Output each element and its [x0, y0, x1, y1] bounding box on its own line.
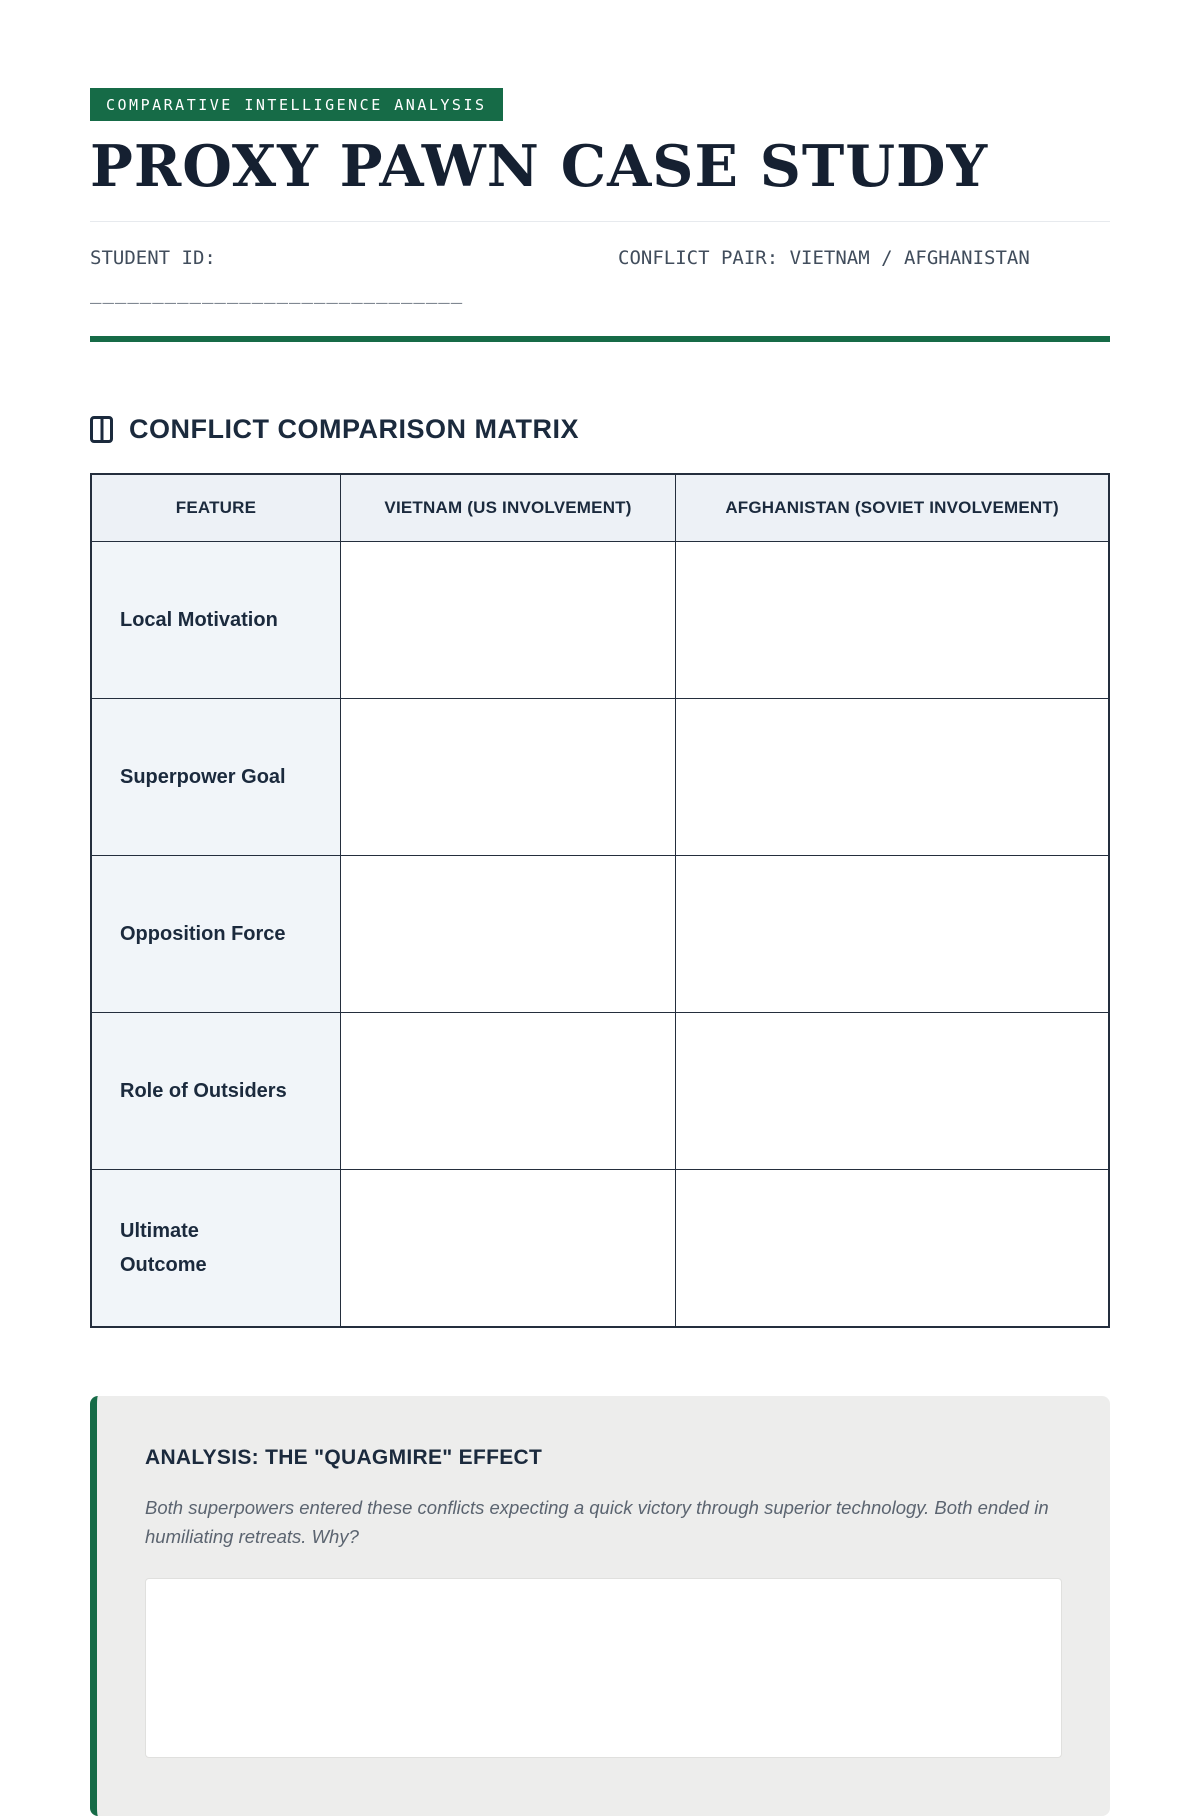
answer-cell-afghanistan: [676, 1012, 1108, 1169]
table-row: [92, 1169, 1108, 1326]
page-title: PROXY PAWN CASE STUDY: [90, 133, 989, 200]
feature-label: Role of Outsiders: [92, 1012, 341, 1169]
feature-label: Local Motivation: [92, 541, 341, 698]
matrix-section-header: [90, 414, 1110, 445]
columns-icon: [90, 416, 113, 443]
feature-label: Superpower Goal: [92, 698, 341, 855]
answer-cell-vietnam: [341, 698, 676, 855]
comparison-table: [90, 473, 1110, 1328]
column-header-feature: FEATURE: [92, 475, 341, 541]
divider-rule: [90, 336, 1110, 342]
answer-cell-afghanistan: [676, 541, 1108, 698]
analysis-prompt: Both superpowers entered these conflicts expecting a quick victory through superior technology. Both ended in humiliating retreats. Why?: [145, 1497, 1049, 1548]
student-id-block: [90, 242, 618, 311]
table-row: [92, 855, 1108, 1012]
student-id-label: STUDENT ID:: [90, 246, 216, 269]
analysis-response-input[interactable]: [145, 1578, 1062, 1758]
answer-cell-afghanistan: [676, 698, 1108, 855]
conflict-pair-label: CONFLICT PAIR: VIETNAM / AFGHANISTAN: [618, 246, 1030, 269]
answer-cell-vietnam: [341, 1012, 676, 1169]
answer-cell-afghanistan: [676, 855, 1108, 1012]
column-header-afghanistan: AFGHANISTAN (SOVIET INVOLVEMENT): [676, 475, 1108, 541]
answer-cell-vietnam: [341, 1169, 676, 1326]
answer-cell-afghanistan: [676, 1169, 1108, 1326]
meta-row: [90, 242, 1110, 311]
column-header-vietnam: VIETNAM (US INVOLVEMENT): [341, 475, 676, 541]
feature-label: Ultimate Outcome: [92, 1169, 341, 1326]
feature-label: Opposition Force: [92, 855, 341, 1012]
title-divider: [90, 221, 1110, 222]
table-row: [92, 1012, 1108, 1169]
student-id-blank[interactable]: ______________________________: [90, 282, 464, 305]
callout-title: ANALYSIS: THE "QUAGMIRE" EFFECT: [145, 1446, 543, 1470]
answer-cell-vietnam: [341, 855, 676, 1012]
table-row: [92, 541, 1108, 698]
worksheet-page: [90, 0, 1110, 1816]
category-badge: COMPARATIVE INTELLIGENCE ANALYSIS: [90, 88, 503, 121]
section-title: CONFLICT COMPARISON MATRIX: [129, 414, 579, 445]
table-row: [92, 698, 1108, 855]
table-header-row: [92, 475, 1108, 541]
answer-cell-vietnam: [341, 541, 676, 698]
analysis-callout: [90, 1396, 1110, 1816]
